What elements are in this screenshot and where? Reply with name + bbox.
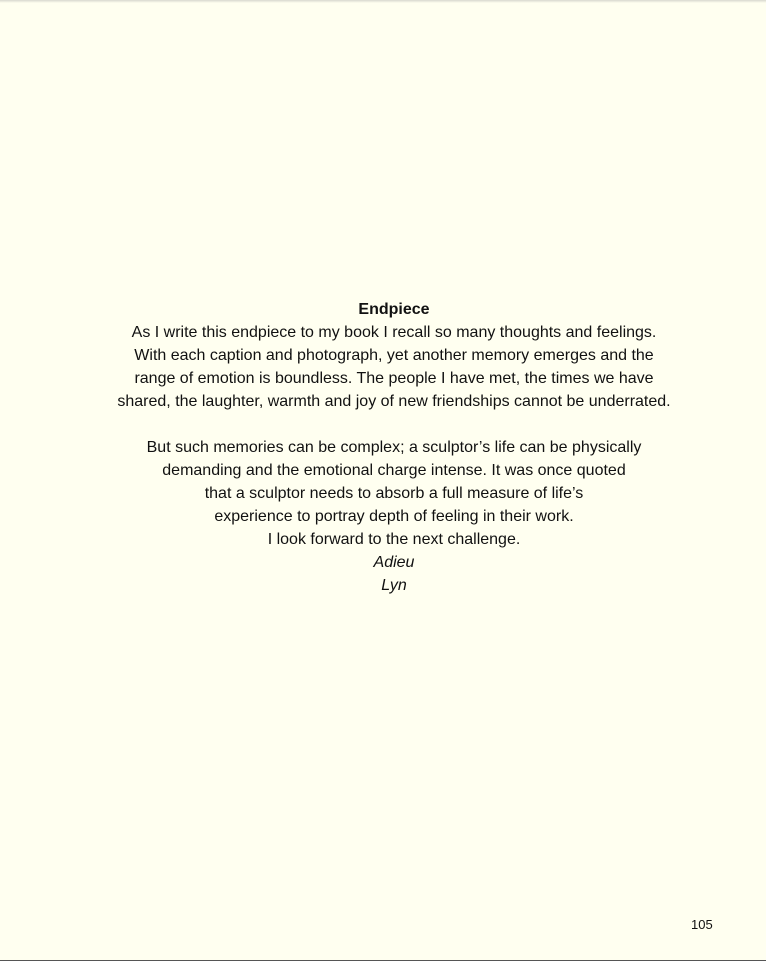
text-line: I look forward to the next challenge. [267, 531, 521, 548]
closing-salutation: Adieu [373, 554, 415, 571]
page-top-edge [0, 0, 766, 3]
page-number: 105 [691, 917, 713, 932]
paragraph-spacer [0, 413, 766, 436]
text-line: demanding and the emotional charge intense. It was once quoted [162, 462, 626, 479]
endpiece-section [0, 298, 766, 597]
paragraph-reflection [0, 436, 766, 551]
text-line: range of emotion is boundless. The people I have met, the times we have [134, 370, 654, 387]
text-line: shared, the laughter, warmth and joy of new friendships cannot be underrated. [117, 393, 671, 410]
paragraph-intro [0, 321, 766, 413]
text-line: With each caption and photograph, yet another memory emerges and the [134, 347, 654, 364]
text-line: As I write this endpiece to my book I recall so many thoughts and feelings. [131, 324, 657, 341]
text-line: that a sculptor needs to absorb a full measure of life’s [204, 485, 584, 502]
author-signature: Lyn [381, 577, 407, 594]
text-line: But such memories can be complex; a sculptor’s life can be physically [146, 439, 642, 456]
text-line: experience to portray depth of feeling in their work. [214, 508, 574, 525]
page-title: Endpiece [358, 301, 430, 318]
